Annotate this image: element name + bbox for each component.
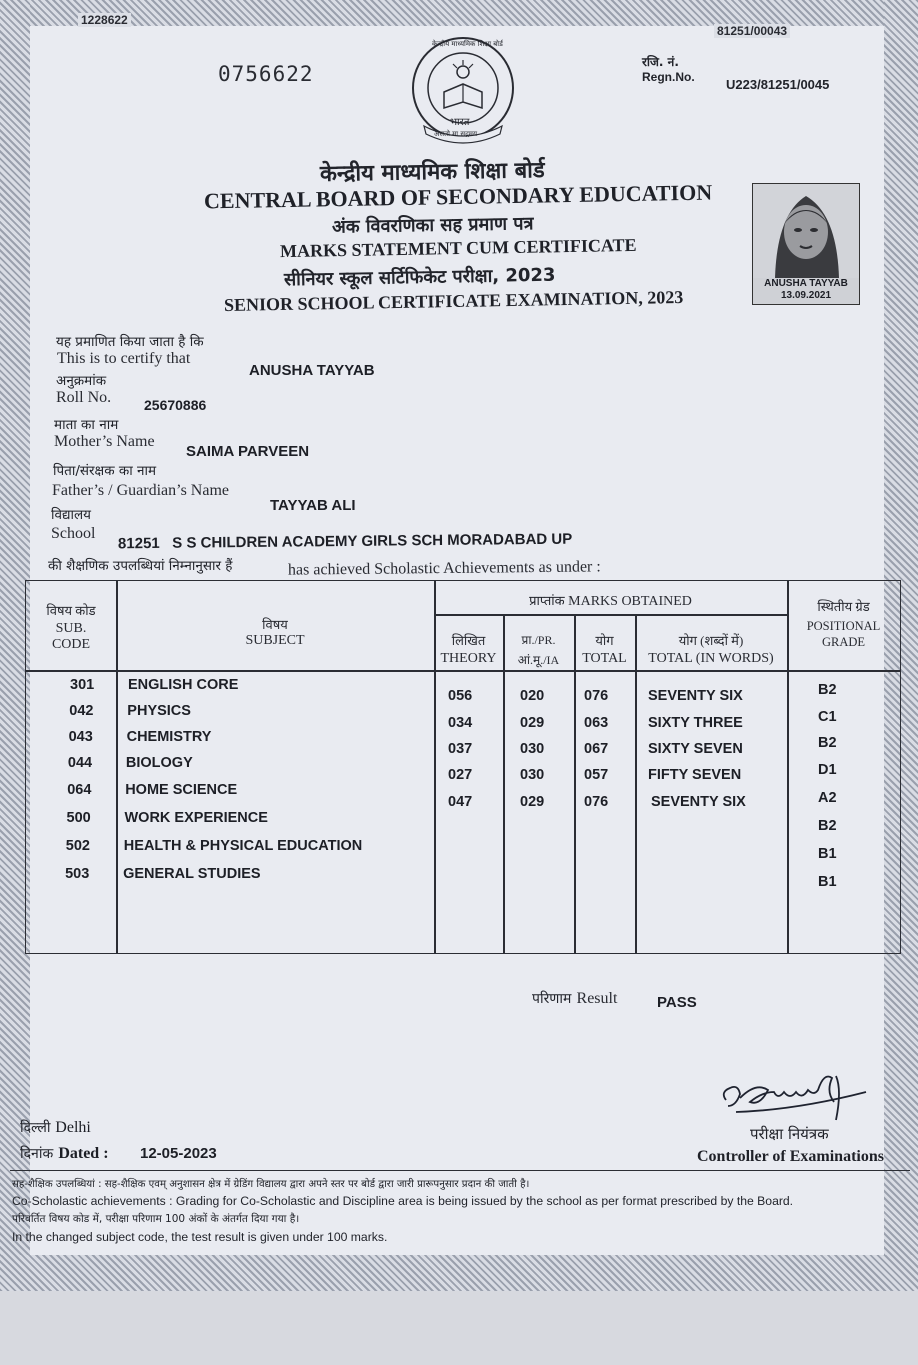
cell-code: 043 bbox=[68, 729, 93, 745]
header-code-en2: CODE bbox=[51, 637, 91, 652]
header-total-hi: योग bbox=[595, 633, 614, 648]
achieved-label-hi: की शैक्षणिक उपलब्धियां निम्नानुसार हैं bbox=[48, 558, 233, 574]
certificate-title-hindi: अंक विवरणिका सह प्रमाण पत्र bbox=[331, 213, 534, 238]
emblem-motto: असतो मा सद्गमय bbox=[434, 130, 478, 138]
header-grade-hi: स्थितीय ग्रेड bbox=[817, 599, 870, 614]
header-theory-en: THEORY bbox=[440, 651, 497, 666]
cell-subject: CHEMISTRY bbox=[126, 729, 212, 745]
emblem-ring-text: केन्द्रीय माध्यमिक शिक्षा बोर्ड bbox=[432, 40, 503, 48]
mother-label-en: Mother’s Name bbox=[54, 433, 155, 450]
dated-value: 12-05-2023 bbox=[140, 1145, 217, 1162]
cell-grade: B2 bbox=[818, 818, 837, 834]
photo-caption-name: ANUSHA TAYYAB bbox=[764, 278, 848, 289]
result-label-hi: परिणाम bbox=[532, 991, 572, 1007]
result-value: PASS bbox=[657, 994, 697, 1011]
header-grade-en2: GRADE bbox=[821, 635, 866, 649]
student-photo bbox=[752, 183, 860, 305]
result-label-en: Result bbox=[576, 990, 618, 1007]
signature-icon bbox=[716, 1062, 876, 1126]
school-label-hi: विद्यालय bbox=[51, 507, 91, 523]
note-changed-code-hi: परिवर्तित विषय कोड में, परीक्षा परिणाम 100 अंकों के अंतर्गत दिया गया है। bbox=[12, 1213, 300, 1225]
mother-name: SAIMA PARVEEN bbox=[186, 443, 310, 460]
controller-signature bbox=[716, 1062, 876, 1126]
photo-caption-date: 13.09.2021 bbox=[780, 290, 832, 301]
student-portrait-icon bbox=[753, 184, 859, 278]
note-coscholastic-en: Co-Scholastic achievements : Grading for Co-Scholastic and Discipline area is being issued by the school as per format prescribed by the Board. bbox=[12, 1194, 794, 1208]
certify-label-hi: यह प्रमाणित किया जाता है कि bbox=[56, 334, 204, 350]
footer-divider bbox=[10, 1170, 910, 1171]
cell-total: 057 bbox=[584, 767, 609, 783]
result-label bbox=[532, 988, 617, 1008]
cell-subject: HOME SCIENCE bbox=[125, 782, 238, 798]
cell-code: 503 bbox=[65, 866, 90, 882]
cell-words: SIXTY SEVEN bbox=[648, 741, 743, 757]
header-marks bbox=[434, 591, 787, 610]
header-code-hi: विषय कोड bbox=[46, 603, 96, 618]
exam-title-english: SENIOR SCHOOL CERTIFICATE EXAMINATION, 2023 bbox=[223, 286, 684, 316]
cell-words: FIFTY SEVEN bbox=[648, 767, 742, 783]
cell-code: 044 bbox=[67, 755, 93, 771]
certify-label-en: This is to certify that bbox=[57, 350, 191, 367]
school-name: 81251 S S CHILDREN ACADEMY GIRLS SCH MORADABAD UP bbox=[117, 530, 573, 553]
cell-theory: 034 bbox=[448, 715, 473, 731]
cell-words: SEVENTY SIX bbox=[648, 688, 743, 704]
cell-theory: 027 bbox=[448, 767, 473, 783]
place-hi: दिल्ली bbox=[20, 1120, 51, 1136]
cell-pr: 030 bbox=[520, 741, 545, 757]
place-en: Delhi bbox=[55, 1119, 91, 1136]
header-pr-hi: प्रा./PR. bbox=[521, 633, 556, 647]
father-label-en: Father’s / Guardian’s Name bbox=[52, 482, 229, 499]
cell-words: SEVENTY SIX bbox=[651, 794, 746, 810]
cell-total: 063 bbox=[584, 715, 609, 731]
cell-code: 502 bbox=[65, 838, 90, 854]
achieved-label-en: has achieved Scholastic Achievements as under : bbox=[287, 558, 601, 579]
emblem-bottom-text: भारत bbox=[450, 117, 470, 128]
header-grade-en1: POSITIONAL bbox=[806, 619, 881, 633]
header-words-en: TOTAL (IN WORDS) bbox=[648, 651, 774, 666]
cell-pr: 029 bbox=[520, 715, 545, 731]
note-changed-code-en: In the changed subject code, the test result is given under 100 marks. bbox=[12, 1230, 388, 1244]
cell-theory: 047 bbox=[448, 794, 473, 810]
cell-pr: 030 bbox=[520, 767, 545, 783]
certificate-title-english: MARKS STATEMENT CUM CERTIFICATE bbox=[279, 234, 637, 262]
header-marks-hi: प्राप्तांक bbox=[529, 594, 565, 609]
school-label-en: School bbox=[51, 525, 96, 542]
father-label-hi: पिता/संरक्षक का नाम bbox=[53, 463, 157, 479]
cell-theory: 056 bbox=[448, 688, 473, 704]
cell-subject: BIOLOGY bbox=[125, 755, 193, 771]
cell-subject: GENERAL STUDIES bbox=[123, 866, 261, 882]
regn-label-en: Regn.No. bbox=[642, 70, 695, 84]
father-name: TAYYAB ALI bbox=[270, 497, 356, 514]
top-right-code: 81251/00043 bbox=[714, 24, 790, 38]
cell-grade: A2 bbox=[818, 790, 837, 806]
header-subject-hi: विषय bbox=[262, 617, 288, 632]
header-total-en: TOTAL bbox=[582, 651, 627, 666]
header-divider bbox=[26, 670, 900, 672]
guilloche-border-top bbox=[0, 0, 918, 26]
cell-grade: C1 bbox=[818, 709, 837, 725]
cell-theory: 037 bbox=[448, 741, 473, 757]
student-name: ANUSHA TAYYAB bbox=[249, 362, 375, 379]
serial-number: 0756622 bbox=[218, 62, 314, 86]
header-subject-en: SUBJECT bbox=[245, 633, 305, 648]
regn-value: U223/81251/0045 bbox=[726, 77, 830, 92]
cell-total: 076 bbox=[584, 688, 609, 704]
cell-grade: B2 bbox=[818, 682, 837, 698]
cell-subject: WORK EXPERIENCE bbox=[124, 810, 268, 826]
cell-code: 064 bbox=[67, 782, 92, 798]
cell-pr: 029 bbox=[520, 794, 545, 810]
exam-title-hindi: सीनियर स्कूल सर्टिफिकेट परीक्षा, 2023 bbox=[283, 264, 556, 291]
dated-en: Dated : bbox=[58, 1145, 109, 1162]
roll-label-en: Roll No. bbox=[56, 389, 112, 406]
roll-label-hi: अनुक्रमांक bbox=[56, 373, 107, 389]
cell-code: 301 bbox=[70, 677, 95, 693]
dated-hi: दिनांक bbox=[20, 1146, 54, 1162]
cell-grade: B2 bbox=[818, 735, 837, 751]
cell-grade: B1 bbox=[818, 846, 837, 862]
header-marks-en: MARKS OBTAINED bbox=[568, 594, 692, 609]
cell-total: 076 bbox=[584, 794, 609, 810]
cell-grade: B1 bbox=[818, 874, 837, 890]
cell-total: 067 bbox=[584, 741, 609, 757]
dated-label bbox=[20, 1143, 109, 1163]
header-theory-hi: लिखित bbox=[451, 633, 486, 648]
cell-words: SIXTY THREE bbox=[648, 715, 743, 731]
place bbox=[20, 1118, 91, 1137]
header-words-hi: योग (शब्दों में) bbox=[678, 633, 744, 648]
cell-subject: PHYSICS bbox=[127, 703, 191, 719]
cell-code: 500 bbox=[66, 810, 91, 826]
cell-code: 042 bbox=[69, 703, 94, 719]
controller-label-en: Controller of Examinations bbox=[697, 1148, 884, 1165]
cell-grade: D1 bbox=[818, 762, 837, 778]
marks-table bbox=[25, 580, 901, 954]
controller-label-hi: परीक्षा नियंत्रक bbox=[750, 1125, 829, 1143]
regn-label-hi: रजि. नं. bbox=[642, 55, 679, 69]
note-coscholastic-hi: सह-शैक्षिक उपलब्धियां : सह-शैक्षिक एवम् अनुशासन क्षेत्र में ग्रेडिंग विद्यालय द्वारा अपने स्तर पर बोर्ड द्वारा जारी प्रारूपनुसार प्रदान की जाती है। bbox=[12, 1179, 530, 1190]
board-title-english: CENTRAL BOARD OF SECONDARY EDUCATION bbox=[203, 179, 713, 214]
cell-subject: ENGLISH CORE bbox=[128, 677, 239, 693]
mother-label-hi: माता का नाम bbox=[54, 417, 119, 433]
guilloche-border-bottom bbox=[0, 1255, 918, 1291]
top-left-code: 1228622 bbox=[78, 13, 131, 27]
background-surface bbox=[0, 1291, 918, 1365]
board-title-hindi: केन्द्रीय माध्यमिक शिक्षा बोर्ड bbox=[319, 158, 545, 187]
header-code-en1: SUB. bbox=[55, 621, 87, 636]
cell-pr: 020 bbox=[520, 688, 545, 704]
cbse-emblem bbox=[404, 34, 522, 146]
cell-subject: HEALTH & PHYSICAL EDUCATION bbox=[123, 838, 363, 854]
row-divider bbox=[434, 614, 787, 616]
roll-number: 25670886 bbox=[144, 397, 207, 413]
header-pr-en: आं.मू./IA bbox=[517, 653, 560, 667]
